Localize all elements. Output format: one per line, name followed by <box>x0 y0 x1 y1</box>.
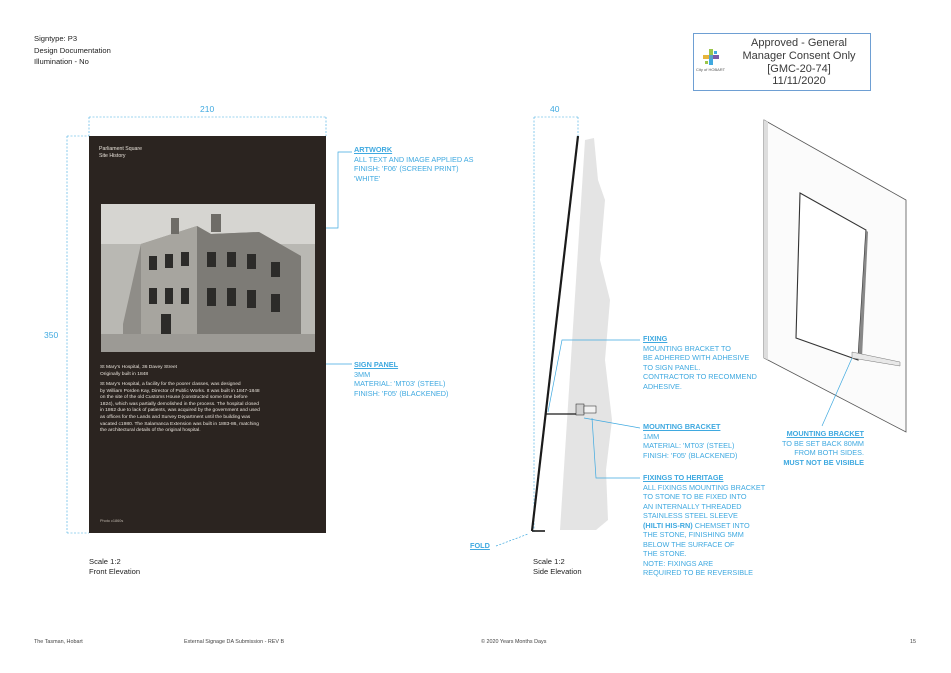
front-scale: Scale 1:2 <box>89 557 121 566</box>
fixings-heritage-line: ALL FIXINGS MOUNTING BRACKET <box>643 482 766 492</box>
footer-copyright: © 2020 Years Months Days <box>481 639 547 645</box>
mounting-bracket-line: FINISH: 'F05' (BLACKENED) <box>643 450 738 460</box>
iso-bracket-warning: MUST NOT BE VISIBLE <box>783 457 864 467</box>
fixings-heritage-line: STAINLESS STEEL SLEEVE <box>643 511 738 520</box>
height-dimension: 350 <box>44 330 59 340</box>
footer-page-number: 15 <box>910 639 916 645</box>
artwork-line: ALL TEXT AND IMAGE APPLIED AS <box>354 154 474 164</box>
sign-panel-note <box>354 360 448 398</box>
history-line: St Mary's Hospital, a facility for the poorer classes, was designed <box>100 382 241 387</box>
building-illustration-icon <box>101 204 315 352</box>
fixing-note <box>643 334 757 391</box>
fixings-heritage-note <box>643 473 765 578</box>
fixings-heritage-line: TO STONE TO BE FIXED INTO <box>643 492 747 501</box>
city-logo-text: City of HOBART <box>696 67 726 72</box>
sign-title-line-2: Site History <box>99 153 126 159</box>
mounting-bracket-heading: MOUNTING BRACKET <box>643 422 721 431</box>
fixings-heritage-chemset-line <box>643 521 765 531</box>
stamp-line-1: Approved - General <box>751 37 847 49</box>
fold-label: FOLD <box>470 541 490 550</box>
iso-bracket-line: FROM BOTH SIDES. <box>794 448 864 457</box>
artwork-note <box>354 145 474 183</box>
sign-panel-line: 3MM <box>354 369 371 379</box>
fixing-line: CONTRACTOR TO RECOMMEND <box>643 372 757 381</box>
fold-note <box>470 541 490 551</box>
illumination-label: Illumination - No <box>34 57 89 66</box>
caption-line-2: Originally built in 1848 <box>100 371 149 377</box>
artwork-leader <box>326 152 352 228</box>
footer-client: The Tasman, Hobart <box>34 639 83 645</box>
fixing-line: MOUNTING BRACKET TO <box>643 343 731 353</box>
sign-panel-line: MATERIAL: 'MT03' (STEEL) <box>354 379 446 388</box>
iso-bracket-heading: MOUNTING BRACKET <box>786 429 864 438</box>
fixings-heritage-line: BELOW THE SURFACE OF <box>643 539 735 549</box>
history-line: the architectural details of the original hospital. <box>100 428 201 434</box>
history-line: by William Porden Kay, Director of Public Works. It was built in 1847-1848 <box>100 388 260 394</box>
isometric-view <box>764 120 906 432</box>
documentation-label: Design Documentation <box>34 45 111 55</box>
history-line: vacated c1980. The Salamanca Extension was built in 1883-86, matching <box>100 421 259 427</box>
sign-title-line-1: Parliament Square <box>99 146 142 152</box>
hilti-product: (HILTI HIS-RN) <box>643 520 693 530</box>
sign-panel-heading: SIGN PANEL <box>354 360 399 369</box>
footer-project: External Signage DA Submission - REV B <box>184 639 285 645</box>
fold-leader <box>496 534 528 546</box>
depth-dimension: 40 <box>550 104 560 114</box>
chemset-text: CHEMSET INTO <box>692 520 750 530</box>
historic-building-photo <box>101 204 315 352</box>
side-elevation-label <box>533 557 582 577</box>
sign-title <box>99 146 142 160</box>
fixings-heritage-heading: FIXINGS TO HERITAGE <box>643 473 724 482</box>
width-dimension: 210 <box>200 104 215 114</box>
signtype-label: Signtype: P3 <box>34 34 78 43</box>
heritage-wall-shape <box>560 138 612 530</box>
caption-line-1: St Mary's Hospital, 36 Davey Street <box>100 365 178 370</box>
fixing-line: BE ADHERED WITH ADHESIVE <box>643 353 750 362</box>
fixing-line: TO SIGN PANEL. <box>643 362 701 372</box>
artwork-heading: ARTWORK <box>354 145 393 154</box>
fixings-heritage-line: THE STONE. <box>643 549 687 558</box>
side-scale: Scale 1:2 <box>533 557 565 566</box>
fixings-heritage-line: NOTE: FIXINGS ARE <box>643 558 714 568</box>
history-line: 1824), which was partially demolished in the process. The hospital closed <box>100 401 259 407</box>
fixings-heritage-line: REQUIRED TO BE REVERSIBLE <box>643 568 754 577</box>
history-line: as offices for the Lands and Survey Department until the building was <box>100 414 251 420</box>
photo-credit: Photo c1860s <box>100 519 124 523</box>
artwork-line: FINISH: 'F06' (SCREEN PRINT) <box>354 164 459 173</box>
fixing-line: ADHESIVE. <box>643 381 682 391</box>
history-line: in 1862 due to lack of patients, was acquired by the government and used <box>100 408 260 414</box>
mounting-bracket-note <box>643 422 737 460</box>
front-elevation-title: Front Elevation <box>89 567 141 576</box>
fixings-heritage-line: THE STONE, FINISHING 5MM <box>643 530 744 539</box>
front-elevation-label <box>89 557 140 577</box>
fixings-heritage-line: AN INTERNALLY THREADED <box>643 501 742 511</box>
history-line: on the site of the old Customs House (constructed some time before <box>100 395 248 401</box>
history-text <box>100 382 318 435</box>
mounting-bracket-line: 1MM <box>643 431 660 441</box>
iso-bracket-note <box>764 429 864 467</box>
side-elevation-title: Side Elevation <box>533 567 582 576</box>
iso-bracket-line: TO BE SET BACK 80MM <box>781 438 864 448</box>
photo-caption <box>100 365 315 378</box>
fixing-heading: FIXING <box>643 334 668 343</box>
front-sign-panel <box>89 136 326 533</box>
stamp-line-4: 11/11/2020 <box>772 75 826 88</box>
stamp-line-3: [GMC-20-74] <box>767 62 831 75</box>
sign-panel-line: FINISH: 'F05' (BLACKENED) <box>354 388 449 398</box>
mounting-bracket-line: MATERIAL: 'MT03' (STEEL) <box>643 441 735 450</box>
artwork-line: 'WHITE' <box>354 173 381 183</box>
stamp-line-2: Manager Consent Only <box>742 49 856 62</box>
